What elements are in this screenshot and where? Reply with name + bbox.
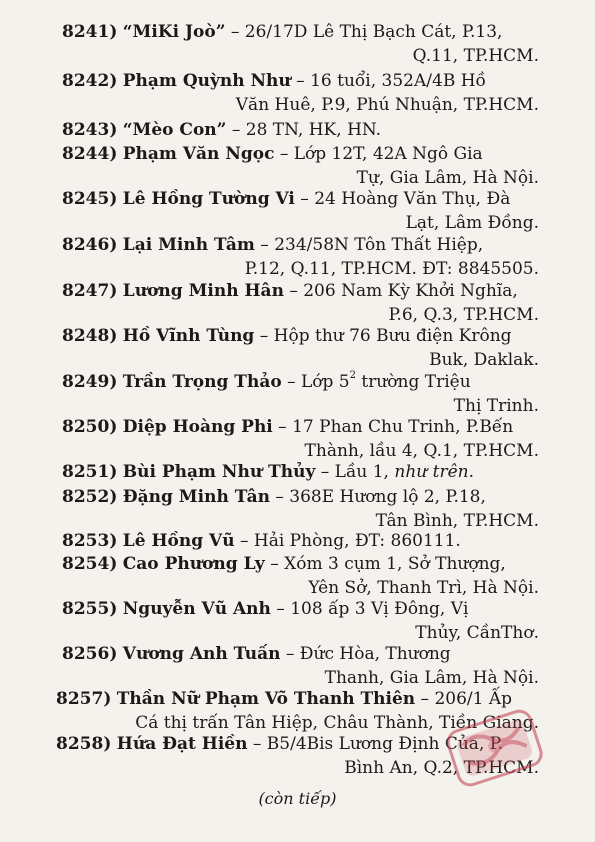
entry-name: “Mèo Con”: [122, 120, 227, 140]
entry-number: 8256): [62, 644, 118, 664]
entry-address: – Lầu 1,: [315, 462, 395, 482]
entry-address: – 108 ấp 3 Vị Đông, Vị: [270, 599, 469, 619]
entry-address: – Đức Hòa, Thương: [280, 644, 451, 664]
entry-number: 8250): [62, 417, 118, 437]
entry-address-cont: Lạt, Lâm Đồng.: [405, 213, 539, 233]
entry-name: Thần Nữ Phạm Võ Thanh Thiên: [116, 689, 416, 709]
entry-name: Lê Hồng Tường Vi: [122, 189, 295, 209]
entry-number: 8255): [62, 599, 118, 619]
entry-address-cont: Thủy, CầnThơ.: [415, 623, 539, 643]
entry-name: Lương Minh Hân: [122, 281, 284, 301]
entry-address: – 17 Phan Chu Trinh, P.Bến: [272, 417, 514, 437]
entry-name: Cao Phương Ly: [122, 554, 265, 574]
entry-name: Hồ Vĩnh Tùng: [122, 326, 255, 346]
entry-address-cont: Bình An, Q.2, TP.HCM.: [344, 758, 539, 778]
entry-name: Trần Trọng Thảo: [122, 372, 282, 392]
entry-name: Phạm Quỳnh Như: [122, 71, 291, 91]
entry-address: – Hải Phòng, ĐT: 860111.: [234, 531, 461, 551]
entry-number: 8252): [62, 487, 118, 507]
entry-address-cont: Thanh, Gia Lâm, Hà Nội.: [324, 668, 539, 688]
entry-number: 8254): [62, 554, 118, 574]
entry-name: Phạm Văn Ngọc: [122, 144, 275, 164]
entry-name: Vương Anh Tuấn: [122, 644, 281, 664]
entry-name: Bùi Phạm Như Thủy: [122, 462, 316, 482]
entry-address: – Lớp 5: [281, 372, 350, 392]
entry-number: 8248): [62, 326, 118, 346]
entry-address: – 28 TN, HK, HN.: [226, 120, 382, 140]
entry-address-italic: như trên.: [394, 462, 474, 482]
entry-address: – Lớp 12T, 42A Ngô Gia: [274, 144, 483, 164]
entry-address-cont: P.12, Q.11, TP.HCM. ĐT: 8845505.: [244, 259, 539, 279]
entry-address-cont: Tự, Gia Lâm, Hà Nội.: [356, 168, 539, 188]
entry-address: – 24 Hoàng Văn Thụ, Đà: [294, 189, 511, 209]
entry-address-cont: Q.11, TP.HCM.: [412, 46, 539, 66]
entry-number: 8242): [62, 71, 118, 91]
entry-name: Lê Hồng Vũ: [122, 531, 235, 551]
entry-address: – 234/58N Tôn Thất Hiệp,: [254, 235, 484, 255]
entry-address: – 206 Nam Kỳ Khởi Nghĩa,: [283, 281, 518, 301]
entry-address: – 368E Hương lộ 2, P.18,: [269, 487, 486, 507]
entry-number: 8257): [56, 689, 112, 709]
entry-number: 8247): [62, 281, 118, 301]
entry-number: 8245): [62, 189, 118, 209]
entry-name: Lại Minh Tâm: [122, 235, 255, 255]
continued-note: (còn tiếp): [258, 789, 337, 808]
entry-address-cont: Thị Trinh.: [453, 396, 539, 416]
entry-number: 8243): [62, 120, 118, 140]
entry-address-cont: Tân Bình, TP.HCM.: [375, 511, 539, 531]
entry-number: 8253): [62, 531, 118, 551]
entry-number: 8241): [62, 22, 118, 42]
superscript: 2: [349, 370, 356, 382]
entry-address-cont: Văn Huê, P.9, Phú Nhuận, TP.HCM.: [235, 95, 539, 115]
magazine-stamp-logo: [440, 706, 550, 792]
entry-number: 8244): [62, 144, 118, 164]
entry-name: Đặng Minh Tân: [122, 487, 270, 507]
entry-number: 8251): [62, 462, 118, 482]
entry-number: 8249): [62, 372, 118, 392]
entry-address-tail: trường Triệu: [355, 372, 471, 392]
entry-address-cont: Buk, Daklak.: [429, 350, 539, 370]
entry-address-cont: P.6, Q.3, TP.HCM.: [388, 305, 539, 325]
entry-address: – B5/4Bis Lương Định Của, P.: [247, 734, 504, 754]
entry-name: “MiKi Joò”: [122, 22, 226, 42]
entry-address: – 206/1 Ấp: [415, 689, 513, 709]
entry-name: Nguyễn Vũ Anh: [122, 599, 271, 619]
entry-address-cont: Cá thị trấn Tân Hiệp, Châu Thành, Tiền Giang.: [135, 713, 539, 733]
entry-address-cont: Yên Sở, Thanh Trì, Hà Nội.: [308, 578, 539, 598]
entry-address: – Hộp thư 76 Bưu điện Krông: [254, 326, 512, 346]
entry-number: 8246): [62, 235, 118, 255]
entry-name: Diệp Hoàng Phi: [122, 417, 273, 437]
entry-address: – 26/17D Lê Thị Bạch Cát, P.13,: [225, 22, 503, 42]
entry-name: Hứa Đạt Hiền: [116, 734, 248, 754]
entry-address: – Xóm 3 cụm 1, Sở Thượng,: [264, 554, 506, 574]
entry-address: – 16 tuổi, 352A/4B Hồ: [290, 71, 486, 91]
entry-number: 8258): [56, 734, 112, 754]
entry-address-cont: Thành, lầu 4, Q.1, TP.HCM.: [304, 441, 539, 461]
